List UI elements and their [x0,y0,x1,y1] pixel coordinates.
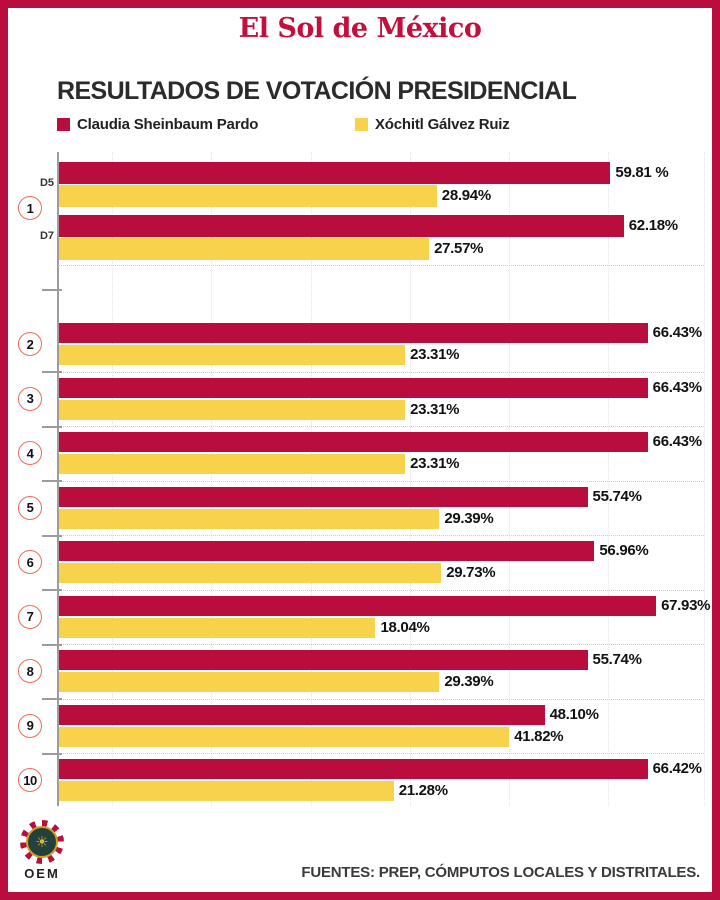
bar-galvez [59,238,429,260]
group-number-badge: 10 [18,768,42,792]
bar-value-label: 21.28% [398,782,448,799]
axis-tick [42,535,62,537]
oem-logo-text: OEM [24,866,60,881]
bar-galvez [59,672,439,692]
bar-value-label: 23.31% [410,346,460,363]
oem-logo [16,820,68,881]
group-number-badge: 1 [18,196,42,220]
axis-tick [42,644,62,646]
sources-note: FUENTES: PREP, CÓMPUTOS LOCALES Y DISTRITALES. [301,864,700,881]
bar-galvez [59,618,375,638]
group-number-badge: 7 [18,605,42,629]
group-number-badge: 9 [18,714,42,738]
bar-value-label: 41.82% [514,727,564,745]
bar-value-label: 23.31% [410,400,460,418]
bar-sheinbaum [59,541,594,561]
page-title: RESULTADOS DE VOTACIÓN PRESIDENCIAL [57,77,577,105]
group-separator-line [58,753,704,754]
district-label: D7 [39,230,54,242]
bar-value-label: 29.39% [444,673,494,690]
bar-sheinbaum [59,432,648,452]
bar-sheinbaum [59,215,624,237]
legend-label-sheinbaum: Claudia Sheinbaum Pardo [77,115,259,133]
axis-tick [42,753,62,755]
axis-tick [42,698,62,700]
legend-label-galvez: Xóchitl Gálvez Ruiz [375,115,510,133]
group-separator-line [58,535,704,536]
axis-tick [42,480,62,482]
bar-value-label: 23.31% [410,455,460,472]
bar-galvez [59,727,509,747]
bar-sheinbaum [59,650,588,670]
bar-galvez [59,454,405,474]
group-separator-line [58,426,704,427]
bar-galvez [59,345,405,365]
bar-value-label: 55.74% [592,651,642,668]
bar-value-label: 62.18% [628,217,678,234]
bar-value-label: 27.57% [434,240,484,257]
bar-galvez [59,509,439,529]
group-number-badge: 2 [18,332,42,356]
bar-galvez [59,781,394,801]
bar-galvez [59,563,441,583]
group-number-badge: 8 [18,659,42,683]
group-separator-line [58,481,704,482]
bar-value-label: 28.94% [441,187,491,204]
bar-value-label: 66.43% [652,378,702,396]
bar-sheinbaum [59,378,648,398]
group-number-badge: 3 [18,387,42,411]
bar-value-label: 55.74% [592,487,642,505]
bar-value-label: 66.43% [652,433,702,450]
bar-value-label: 56.96% [599,542,649,559]
gridline [704,152,705,806]
bar-value-label: 48.10% [549,705,599,723]
bar-sheinbaum [59,323,648,343]
gridline [608,152,609,806]
bar-value-label: 18.04% [380,618,430,636]
axis-tick [42,426,62,428]
bar-galvez [59,400,405,420]
bar-value-label: 67.93% [661,596,711,614]
bar-value-label: 66.42% [652,760,702,777]
group-separator-line [58,590,704,591]
group-separator-line [58,699,704,700]
axis-tick [42,371,62,373]
group-number-badge: 6 [18,550,42,574]
bar-value-label: 29.73% [446,564,496,581]
bar-sheinbaum [59,487,588,507]
district-label: D5 [39,177,54,189]
group-number-badge: 4 [18,441,42,465]
group-separator-line [58,372,704,373]
bar-sheinbaum [59,759,648,779]
newspaper-masthead: El Sol de México [238,13,482,44]
bar-value-label: 29.39% [444,509,494,527]
group-separator-line [58,644,704,645]
bar-sheinbaum [59,596,656,616]
bar-galvez [59,185,437,207]
group-separator-line [58,265,704,266]
bar-sheinbaum [59,162,610,184]
bar-sheinbaum [59,705,545,725]
axis-tick [42,289,62,291]
aztec-sun-icon [20,820,64,864]
group-number-badge: 5 [18,496,42,520]
bar-value-label: 59.81 % [615,164,669,181]
aztec-sun-core-icon: ☀ [26,826,58,858]
bar-value-label: 66.43% [652,324,702,341]
axis-tick [42,589,62,591]
